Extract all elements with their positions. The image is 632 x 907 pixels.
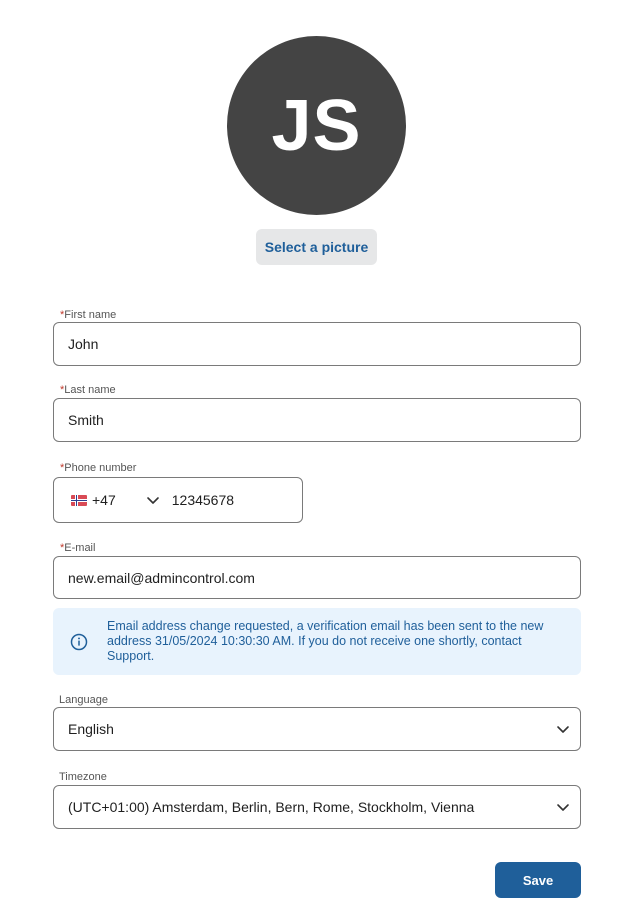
chevron-down-icon bbox=[556, 722, 570, 736]
country-dial-code[interactable]: +47 bbox=[92, 492, 116, 508]
info-icon bbox=[70, 633, 88, 651]
chevron-down-icon[interactable] bbox=[146, 493, 160, 507]
required-mark: * bbox=[60, 309, 65, 321]
language-select[interactable] bbox=[53, 707, 581, 751]
language-value: English bbox=[68, 721, 114, 737]
last-name-input[interactable] bbox=[53, 398, 581, 442]
select-picture-button[interactable]: Select a picture bbox=[256, 229, 377, 265]
avatar bbox=[227, 36, 406, 215]
chevron-down-icon bbox=[556, 800, 570, 814]
last-name-label bbox=[60, 384, 116, 396]
first-name-value: John bbox=[68, 336, 99, 352]
last-name-label-text: Last name bbox=[64, 384, 116, 396]
timezone-label-text: Timezone bbox=[59, 771, 107, 783]
avatar-initials: JS bbox=[271, 85, 362, 166]
phone-number-label-text: Phone number bbox=[64, 462, 137, 474]
timezone-value: (UTC+01:00) Amsterdam, Berlin, Bern, Rome, Stockholm, Vienna bbox=[68, 799, 475, 815]
required-mark: * bbox=[60, 542, 65, 554]
timezone-select[interactable] bbox=[53, 785, 581, 829]
norway-flag-icon[interactable] bbox=[71, 495, 87, 506]
save-button[interactable]: Save bbox=[495, 862, 581, 898]
required-mark: * bbox=[60, 384, 65, 396]
email-value: new.email@admincontrol.com bbox=[68, 569, 255, 586]
language-label-text: Language bbox=[59, 694, 108, 706]
required-mark: * bbox=[60, 462, 65, 474]
phone-number-input[interactable]: 12345678 bbox=[171, 492, 235, 508]
email-label-text: E-mail bbox=[64, 542, 96, 554]
first-name-input[interactable] bbox=[53, 322, 581, 366]
email-input[interactable] bbox=[53, 556, 581, 599]
phone-number-field bbox=[53, 477, 303, 523]
timezone-label bbox=[59, 771, 107, 783]
email-change-notice-text: Email address change requested, a verification email has been sent to the new address 31/05/2024 10:30:30 AM. If you do not receive one shortly, contact Support. bbox=[107, 619, 544, 663]
last-name-value: Smith bbox=[68, 412, 104, 428]
first-name-label-text: First name bbox=[64, 309, 117, 321]
email-label bbox=[60, 542, 95, 554]
email-change-notice bbox=[53, 608, 581, 675]
first-name-label bbox=[60, 309, 116, 321]
language-label bbox=[59, 694, 108, 706]
phone-number-label bbox=[60, 462, 136, 474]
